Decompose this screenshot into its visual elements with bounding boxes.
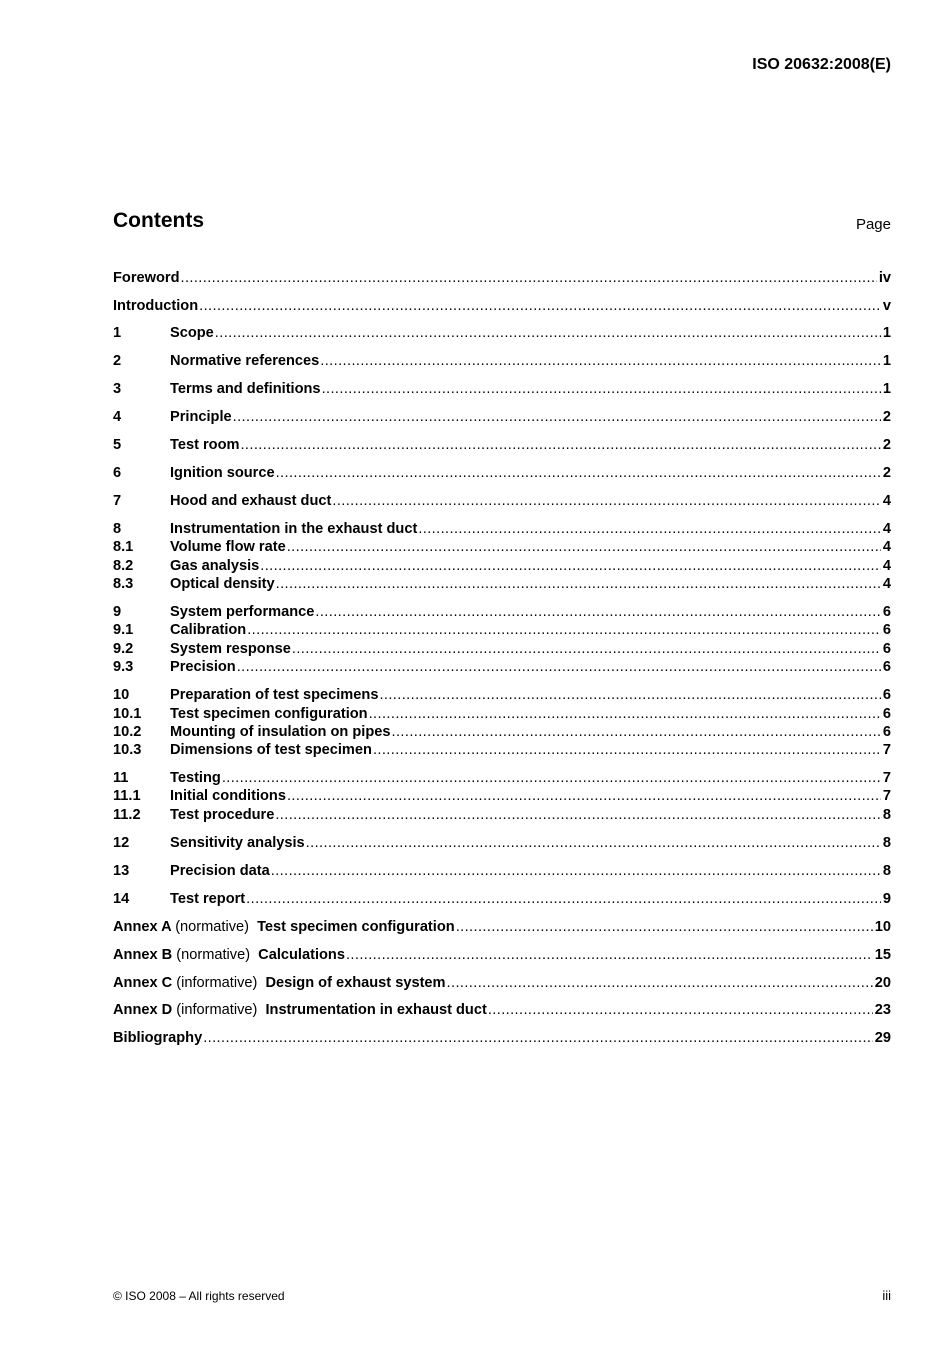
toc-entry-title: Introduction <box>113 298 199 314</box>
toc-entry-page: 8 <box>882 863 891 879</box>
leader-dots <box>315 604 880 620</box>
leader-dots <box>418 521 881 537</box>
toc-entry-number: 2 <box>113 353 122 369</box>
annex-type: (informative) <box>176 1002 258 1018</box>
leader-dots <box>346 947 873 963</box>
leader-dots <box>215 325 881 341</box>
toc-entry[interactable] <box>113 770 891 789</box>
toc-entry-title: Precision data <box>170 863 270 879</box>
toc-entry-page: v <box>882 298 891 314</box>
toc-entry[interactable] <box>113 493 891 512</box>
toc-entry-page: 6 <box>882 604 891 620</box>
annex-title: Calculations <box>258 947 345 963</box>
document-code: ISO 20632:2008(E) <box>752 56 891 73</box>
annex-letter: Annex D <box>113 1002 173 1018</box>
toc-entry-title: Initial conditions <box>170 788 286 804</box>
toc-entry[interactable] <box>113 353 891 372</box>
toc-entry-page: 4 <box>882 493 891 509</box>
toc-annex-label <box>113 919 455 935</box>
toc-entry-number: 11.2 <box>113 807 141 823</box>
toc-entry[interactable] <box>113 742 891 761</box>
toc-entry-number: 10.2 <box>113 724 142 740</box>
toc-entry-title: Test report <box>170 891 246 907</box>
leader-dots <box>240 437 880 453</box>
toc-entry-page: 20 <box>874 975 891 991</box>
toc-entry-title: Principle <box>170 409 232 425</box>
toc-annex-label <box>113 1002 487 1018</box>
toc-entry-page: 2 <box>882 437 891 453</box>
toc-entry-introduction[interactable] <box>113 298 891 317</box>
toc-entry-number: 7 <box>113 493 122 509</box>
toc-entry-title: Dimensions of test specimen <box>170 742 372 758</box>
toc-entry-number: 10 <box>113 687 130 703</box>
leader-dots <box>199 298 881 314</box>
toc-entry[interactable] <box>113 604 891 623</box>
toc-entry-title: Scope <box>170 325 214 341</box>
toc-entry-number: 9.3 <box>113 659 134 675</box>
toc-entry[interactable] <box>113 835 891 854</box>
toc-entry[interactable] <box>113 724 891 743</box>
toc-entry-page: 23 <box>874 1002 891 1018</box>
leader-dots <box>287 788 881 804</box>
toc-entry-title: Instrumentation in the exhaust duct <box>170 521 418 537</box>
annex-type: (normative) <box>175 919 249 935</box>
toc-entry-page: 2 <box>882 409 891 425</box>
toc-entry-title: Precision <box>170 659 236 675</box>
toc-entry-page: 1 <box>882 381 891 397</box>
toc-annex-entry[interactable] <box>113 1002 891 1021</box>
leader-dots <box>233 409 881 425</box>
toc-entry-title: Mounting of insulation on pipes <box>170 724 391 740</box>
leader-dots <box>322 381 881 397</box>
leader-dots <box>246 891 881 907</box>
toc-entry-title: Normative references <box>170 353 320 369</box>
toc-entry-page: 4 <box>882 539 891 555</box>
leader-dots <box>332 493 881 509</box>
toc-entry-title: Test specimen configuration <box>170 706 368 722</box>
toc-entry-number: 12 <box>113 835 130 851</box>
toc-entry-number: 8.1 <box>113 539 134 555</box>
leader-dots <box>237 659 881 675</box>
toc-annex-label <box>113 947 345 963</box>
toc-entry[interactable] <box>113 521 891 540</box>
toc-entry-number: 8.2 <box>113 558 134 574</box>
toc-entry[interactable] <box>113 891 891 910</box>
page-column-label: Page <box>855 216 891 233</box>
toc-entry-number: 9.1 <box>113 622 134 638</box>
leader-dots <box>373 742 881 758</box>
toc-entry-title: Volume flow rate <box>170 539 286 555</box>
toc-entry-title: System response <box>170 641 291 657</box>
leader-dots <box>276 576 881 592</box>
toc-entry[interactable] <box>113 558 891 577</box>
toc-entry-page: 15 <box>874 947 891 963</box>
toc-entry-page: 7 <box>882 770 891 786</box>
toc-entry-number: 9.2 <box>113 641 134 657</box>
leader-dots <box>287 539 881 555</box>
toc-entry-page: 4 <box>882 558 891 574</box>
toc-entry-title: Bibliography <box>113 1030 203 1046</box>
toc-entry-page: 6 <box>882 724 891 740</box>
leader-dots <box>306 835 881 851</box>
toc-entry-title: System performance <box>170 604 315 620</box>
toc-entry[interactable] <box>113 706 891 725</box>
leader-dots <box>447 975 873 991</box>
toc-entry[interactable] <box>113 325 891 344</box>
annex-title: Instrumentation in exhaust duct <box>265 1002 487 1018</box>
toc-entry-number: 9 <box>113 604 122 620</box>
toc-entry-number: 14 <box>113 891 130 907</box>
toc-entry-page: 9 <box>882 891 891 907</box>
page-number: iii <box>882 1288 891 1303</box>
toc-entry-title: Test room <box>170 437 240 453</box>
toc-entry-page: 6 <box>882 659 891 675</box>
toc-annex-entry[interactable] <box>113 919 891 938</box>
copyright-notice: © ISO 2008 – All rights reserved <box>113 1289 285 1303</box>
toc-entry-number: 11.1 <box>113 788 141 804</box>
toc-entry-title: Testing <box>170 770 221 786</box>
toc-entry-page: 6 <box>882 622 891 638</box>
toc-entry-title: Preparation of test specimens <box>170 687 379 703</box>
toc-entry-number: 3 <box>113 381 122 397</box>
toc-entry-title: Optical density <box>170 576 275 592</box>
toc-entry-title: Gas analysis <box>170 558 260 574</box>
toc-entry-number: 8 <box>113 521 122 537</box>
toc-entry[interactable] <box>113 576 891 595</box>
annex-type: (normative) <box>176 947 251 963</box>
toc-entry-page: 10 <box>874 919 891 935</box>
contents-title: Contents <box>113 209 204 232</box>
annex-type: (informative) <box>176 975 258 991</box>
toc-entry-number: 13 <box>113 863 130 879</box>
toc-entry[interactable] <box>113 622 891 641</box>
leader-dots <box>260 558 881 574</box>
leader-dots <box>456 919 873 935</box>
toc-entry-page: 1 <box>882 325 891 341</box>
toc-entry-title: Calibration <box>170 622 247 638</box>
toc-entry-title: Terms and definitions <box>170 381 321 397</box>
toc-entry[interactable] <box>113 863 891 882</box>
leader-dots <box>271 863 881 879</box>
toc-annex-label <box>113 975 446 991</box>
toc-annex-entry[interactable] <box>113 975 891 994</box>
toc-entry-page: 2 <box>882 465 891 481</box>
leader-dots <box>488 1002 873 1018</box>
toc-entry-page: 8 <box>882 807 891 823</box>
leader-dots <box>369 706 881 722</box>
toc-entry[interactable] <box>113 409 891 428</box>
toc-entry-page: 6 <box>882 687 891 703</box>
toc-entry-page: 6 <box>882 641 891 657</box>
annex-title: Design of exhaust system <box>265 975 446 991</box>
toc-entry-number: 6 <box>113 465 122 481</box>
toc-entry[interactable] <box>113 465 891 484</box>
toc-entry-number: 4 <box>113 409 122 425</box>
toc-entry-page: 29 <box>874 1030 891 1046</box>
leader-dots <box>222 770 881 786</box>
toc-entry-title: Foreword <box>113 270 180 286</box>
toc-entry[interactable] <box>113 807 891 826</box>
leader-dots <box>203 1030 873 1046</box>
toc-entry-number: 5 <box>113 437 122 453</box>
toc-entry[interactable] <box>113 641 891 660</box>
toc-entry-page: 4 <box>882 576 891 592</box>
toc-entry-bibliography[interactable] <box>113 1030 891 1049</box>
leader-dots <box>379 687 880 703</box>
leader-dots <box>292 641 881 657</box>
toc-entry[interactable] <box>113 437 891 456</box>
toc-entry-page: 7 <box>882 742 891 758</box>
toc-entry-page: 8 <box>882 835 891 851</box>
annex-letter: Annex B <box>113 947 173 963</box>
leader-dots <box>247 622 881 638</box>
leader-dots <box>320 353 881 369</box>
toc-entry[interactable] <box>113 659 891 678</box>
toc-entry[interactable] <box>113 788 891 807</box>
toc-entry-title: Test procedure <box>170 807 275 823</box>
toc-entry-title: Hood and exhaust duct <box>170 493 332 509</box>
toc-entry-number: 10.1 <box>113 706 142 722</box>
toc-entry[interactable] <box>113 381 891 400</box>
annex-letter: Annex A <box>113 919 172 935</box>
toc-entry-page: 6 <box>882 706 891 722</box>
leader-dots <box>275 807 881 823</box>
toc-entry-number: 11 <box>113 770 129 786</box>
toc-entry-page: iv <box>878 270 891 286</box>
toc-entry-foreword[interactable] <box>113 270 891 289</box>
toc-entry[interactable] <box>113 687 891 706</box>
toc-entry-number: 8.3 <box>113 576 134 592</box>
toc-entry-title: Ignition source <box>170 465 275 481</box>
toc-entry[interactable] <box>113 539 891 558</box>
toc-entry-number: 1 <box>113 325 122 341</box>
toc-entry-number: 10.3 <box>113 742 142 758</box>
toc-entry-page: 4 <box>882 521 891 537</box>
toc-annex-entry[interactable] <box>113 947 891 966</box>
toc-entry-title: Sensitivity analysis <box>170 835 305 851</box>
toc-entry-page: 1 <box>882 353 891 369</box>
leader-dots <box>180 270 876 286</box>
leader-dots <box>276 465 881 481</box>
annex-title: Test specimen configuration <box>257 919 455 935</box>
toc-entry-page: 7 <box>882 788 891 804</box>
annex-letter: Annex C <box>113 975 173 991</box>
leader-dots <box>392 724 881 740</box>
